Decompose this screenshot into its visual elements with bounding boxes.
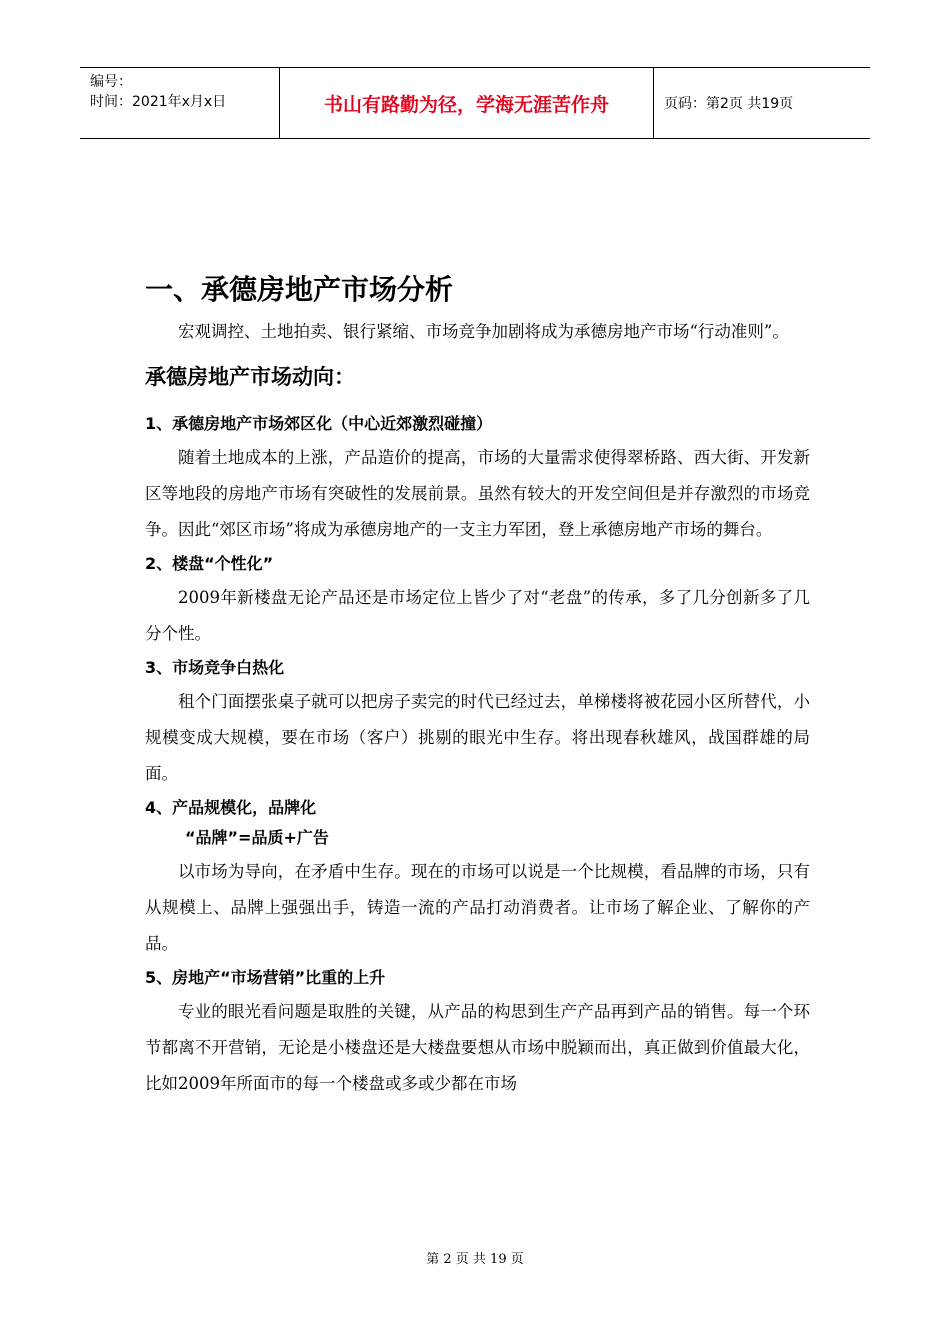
section-heading-4: 4、产品规模化，品牌化: [145, 798, 317, 817]
header-meta: [80, 68, 280, 138]
header-page-info: 页码：第2页 共19页: [664, 96, 794, 112]
document-header: [80, 67, 870, 139]
section-subtitle: 承德房地产市场动向：: [145, 365, 355, 389]
number-label: 编号：: [90, 74, 132, 90]
section-heading-2: 2、楼盘“个性化”: [145, 554, 274, 573]
section-paragraph-1: 随着土地成本的上涨，产品造价的提高，市场的大量需求使得翠桥路、西大街、开发新区等地段的房地产市场有突破性的发展前景。虽然有较大的开发空间但是并存激烈的市场竞争。因此“郊区市场”将成为承德房地产的一支主力军团，登上承德房地产市场的舞台。: [145, 448, 810, 539]
document-body: [145, 270, 810, 1102]
section-heading-3: 3、市场竞争白热化: [145, 658, 285, 677]
page-title: 一、承德房地产市场分析: [145, 273, 454, 306]
time-label: 时间：2021年x月x日: [90, 94, 227, 110]
section-heading-1: 1、承德房地产市场郊区化（中心近郊激烈碰撞）: [145, 414, 493, 433]
page-footer: 第 2 页 共 19 页: [426, 1252, 524, 1267]
section-heading-5: 5、房地产“市场营销”比重的上升: [145, 968, 386, 987]
section-paragraph-2: 2009年新楼盘无论产品还是市场定位上皆少了对“老盘”的传承，多了几分创新多了几分个性。: [145, 588, 810, 643]
header-motto: 书山有路勤为径，学海无涯苦作舟: [280, 68, 654, 138]
section-paragraph-3: 租个门面摆张桌子就可以把房子卖完的时代已经过去，单梯楼将被花园小区所替代，小规模变成大规模，要在市场（客户）挑剔的眼光中生存。将出现春秋雄风，战国群雄的局面。: [145, 692, 810, 783]
section-paragraph-4: 以市场为导向，在矛盾中生存。现在的市场可以说是一个比规模，看品牌的市场，只有从规模上、品牌上强强出手，铸造一流的产品打动消费者。让市场了解企业、了解你的产品。: [145, 862, 810, 953]
section-subheading-4: “品牌”=品质+广告: [185, 828, 329, 847]
intro-paragraph: 宏观调控、土地拍卖、银行紧缩、市场竞争加剧将成为承德房地产市场“行动准则”。: [178, 322, 789, 341]
section-paragraph-5: 专业的眼光看问题是取胜的关键，从产品的构思到生产产品再到产品的销售。每一个环节都离不开营销，无论是小楼盘还是大楼盘要想从市场中脱颖而出，真正做到价值最大化，比如2009年所面市的每一个楼盘或多或少都在市场: [145, 1002, 810, 1093]
